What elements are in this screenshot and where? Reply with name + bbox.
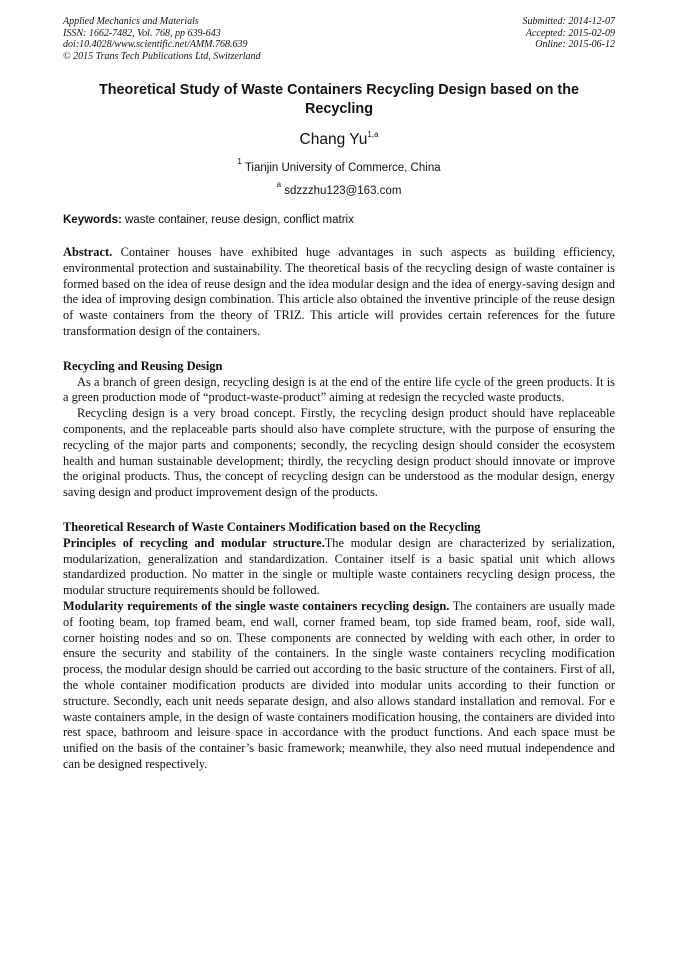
section-heading-recycling: Recycling and Reusing Design bbox=[63, 358, 223, 373]
keywords bbox=[63, 214, 615, 226]
keywords-label: Keywords: bbox=[63, 214, 122, 226]
abstract bbox=[63, 245, 615, 340]
section-heading-theoretical-research: Theoretical Research of Waste Containers Modification based on the Recycling bbox=[63, 519, 481, 534]
online-date: Online: 2015-06-12 bbox=[535, 39, 615, 50]
author-name: Chang Yu bbox=[299, 131, 368, 148]
affiliation-sup: 1 bbox=[237, 157, 242, 166]
email-text: sdzzzhu123@163.com bbox=[281, 185, 402, 197]
affiliation-text: Tianjin University of Commerce, China bbox=[241, 162, 441, 174]
publication-dates bbox=[523, 16, 616, 62]
section2-p1-label: Principles of recycling and modular structure. bbox=[63, 535, 325, 550]
abstract-text: Container houses have exhibited huge advantages in such aspects as building efficiency, environmental protection and sustainability. The theoretical basis of the recycling design of waste container is formed based on the idea of reuse design and the idea modular design and the idea of energy-saving design and the idea of improving design combination. This article also obtained the inventive principle of the reuse design of waste containers from the theory of TRIZ. This article will provides certain references for the future transformation design of the containers. bbox=[63, 245, 615, 338]
keywords-text: waste container, reuse design, conflict matrix bbox=[121, 214, 354, 226]
section2-p2-label: Modularity requirements of the single waste containers recycling design. bbox=[63, 598, 450, 613]
paper-title: Theoretical Study of Waste Containers Recycling Design based on the Recycling bbox=[98, 82, 580, 117]
email-sup: a bbox=[276, 180, 282, 189]
abstract-label: Abstract. bbox=[63, 245, 113, 259]
author bbox=[0, 130, 678, 149]
author-email bbox=[0, 180, 678, 197]
section2-paragraph-1 bbox=[63, 536, 615, 599]
journal-name: Applied Mechanics and Materials bbox=[63, 16, 199, 27]
paper-body bbox=[63, 245, 615, 773]
section1-paragraph-1: As a branch of green design, recycling design is at the end of the entire life cycle of the green products. It is a green production mode of “product-waste-product” aiming at redesign the recycled waste products. bbox=[63, 374, 615, 405]
section1-paragraph-2: Recycling design is a very broad concept. Firstly, the recycling design product should have replaceable components, and the replaceable parts should also have complete structure, with the purpose of ensuring the recycling of the major parts and components; secondly, the recycling design should consider the ecosystem health and human sustainable development; thirdly, the recycling design product should innovate or improve the original products. Thus, the concept of recycling design can be understood as the modular design, energy saving design and product improvement design of the products. bbox=[63, 406, 615, 500]
affiliation bbox=[0, 157, 678, 174]
journal-info bbox=[63, 16, 261, 62]
section2-paragraph-2 bbox=[63, 599, 615, 773]
journal-issn: ISSN: 1662-7482, Vol. 768, pp 639-643 bbox=[63, 27, 221, 39]
section2-p2-text: The containers are usually made of footing beam, top framed beam, end wall, corner framed beam, top side framed beam, roof, side wall, corner hoisting nodes and so on. These components are connected by welding with each other, in order to ensure the security and stability of the containers. In the single waste containers recycling modification process, the modular design should be carried out according to the basic structure of the containers. First of all, the whole container modification products are divided into modular units according to their function or structure. Secondly, each unit needs separate design, and also allows standard installation and removal. For e waste containers ample, in the design of waste containers modification housing, the containers are divided into rest space, bathroom and leisure space in accordance with the product functions. And each space must be unified on the basis of the container’s basic framework; meanwhile, they also need mutual independence and can be designed respectively. bbox=[63, 598, 615, 771]
section2-p1-text: The modular design are characterized by serialization, modularization, generalization and standardization. Container itself is a basic spatial unit which allows standardized production. No matter in the single or multiple waste containers recycling design process, the modular structure requirements should be followed. bbox=[63, 535, 615, 598]
submitted-date: Submitted: 2014-12-07 bbox=[522, 16, 615, 27]
journal-copyright: © 2015 Trans Tech Publications Ltd, Switzerland bbox=[63, 50, 261, 62]
journal-header bbox=[63, 16, 615, 62]
author-sup: 1,a bbox=[367, 130, 379, 139]
journal-doi: doi:10.4028/www.scientific.net/AMM.768.639 bbox=[63, 39, 248, 50]
accepted-date: Accepted: 2015-02-09 bbox=[525, 27, 615, 39]
